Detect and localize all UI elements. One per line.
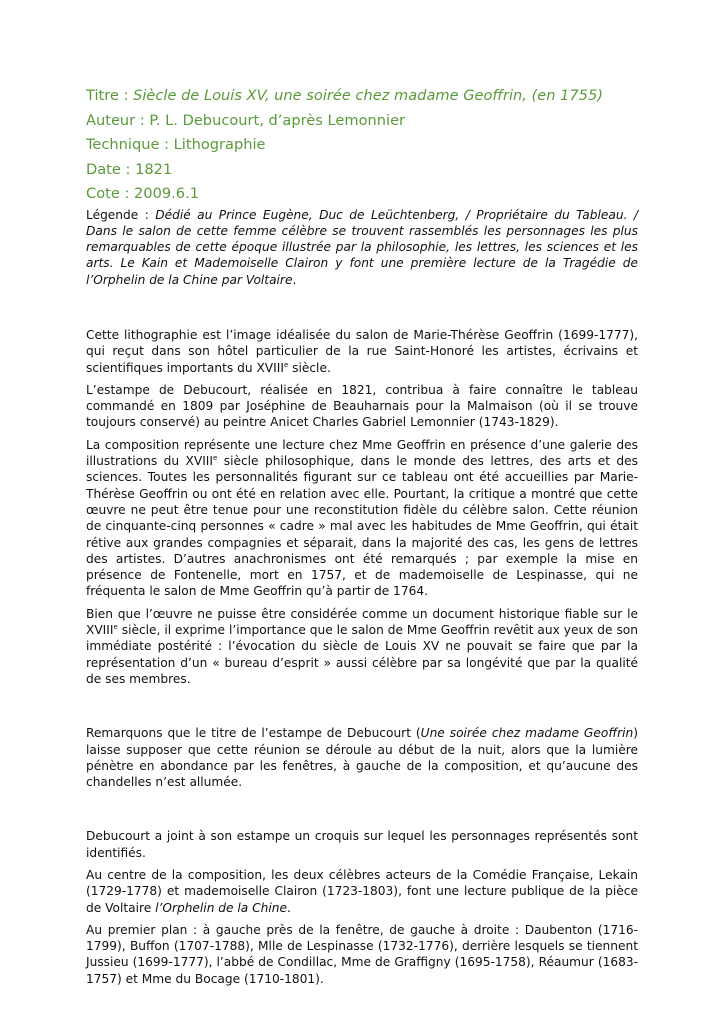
paragraph-text: La composition représente une lecture chez Mme Geoffrin en présence d’une galerie des illustrations du XVIII <box>86 437 638 469</box>
paragraph-italic: l’Orphelin de la Chine <box>155 900 287 915</box>
paragraph-croquis: Debucourt a joint à son estampe un croquis sur lequel les personnages représentés sont identifiés. <box>86 829 638 860</box>
paragraph-composition <box>86 437 638 600</box>
author-line: Auteur : P. L. Debucourt, d’après Lemonnier <box>86 111 406 129</box>
document-page <box>86 84 638 987</box>
paragraph-centre <box>86 867 638 916</box>
paragraph-text: siècle philosophique, dans le monde des lettres, des arts et des sciences. Toutes les personnalités figurant sur ce tableau ont été accueillies par Marie-Thérèse Geoffrin ou ont été en relation avec elle. Pourtant, la critique a montré que cette œuvre ne peut être tenue pour une reconstitution fidèle du célèbre salon. Cette réunion de cinquante-cinq personnes « cadre » mal avec les habitudes de Mme Geoffrin, qui était rétive aux grandes compagnies et séparait, dans la majorité des cas, les gens de lettres des artistes. D’autres anachronismes ont été remarqués ; par exemple la mise en présence de Fontenelle, mort en 1757, et de mademoiselle de Lespinasse, qui ne fréquenta le salon de Mme Geoffrin qu’à partir de 1764. <box>86 454 638 599</box>
paragraph-text: Au centre de la composition, les deux célèbres acteurs de la Comédie Française, Lekain (1729-1778) et mademoiselle Clairon (1723-1803), font une lecture publique de la pièce de Voltaire <box>86 868 638 915</box>
paragraph-italic: Une soirée chez madame Geoffrin <box>420 726 634 741</box>
paragraph-remarque <box>86 725 638 790</box>
paragraph-text: Cette lithographie est l’image idéalisée du salon de Marie-Thérèse Geoffrin (1699-1777), qui reçut dans son hôtel particulier de la rue Saint-Honoré les artistes, écrivains et scientifiques importants du XVIII <box>86 327 638 375</box>
paragraph-text: Remarquons que le titre de l’estampe de Debucourt ( <box>86 726 421 741</box>
title-label: Titre : <box>86 87 134 104</box>
legend-paragraph <box>86 207 638 288</box>
superscript: e <box>212 454 218 463</box>
legend-label: Légende : <box>86 207 156 222</box>
paragraph-text: . <box>286 900 291 915</box>
technique-line: Technique : Lithographie <box>86 136 266 153</box>
legend-text: Dédié au Prince Eugène, Duc de Leüchtenberg, / Propriétaire du Tableau. / Dans le salon de cette femme célèbre se trouvent rassemblés les personnages les plus remarquables de cette époque illustrée par la philosophie, les lettres, les sciences et les arts. Le Kain et Mademoiselle Clairon y font une première lecture de la Tragédie de l’Orphelin de la Chine par Voltaire <box>86 207 638 287</box>
paragraph-premier-plan: Au premier plan : à gauche près de la fenêtre, de gauche à droite : Daubenton (1716-1799), Buffon (1707-1788), Mlle de Lespinasse (1732-1776), derrière lesquels se tiennent Jussieu (1699-1777), l’abbé de Condillac, Mme de Graffigny (1695-1758), Réaumur (1683-1757) et Mme du Bocage (1710-1801). <box>86 922 638 986</box>
superscript: e <box>283 360 289 369</box>
paragraph-text: ) laisse supposer que cette réunion se déroule au début de la nuit, alors que la lumière pénètre en abondance par les fenêtres, à gauche de la composition, et qu’aucune des chandelles n’est allumée. <box>86 726 639 790</box>
legend-end: . <box>292 272 297 287</box>
paragraph-estampe: L’estampe de Debucourt, réalisée en 1821, contribua à faire connaître le tableau commandé en 1809 par Joséphine de Beauharnais pour la Malmaison (où il se trouve toujours conservé) au peintre Anicet Charles Gabriel Lemonnier (1743-1829). <box>86 382 638 430</box>
cote-line: Cote : 2009.6.1 <box>86 185 200 202</box>
paragraph-text: siècle, il exprime l’importance que le salon de Mme Geoffrin revêtit aux yeux de son immédiate postérité : l’évocation du siècle de Louis XV ne pouvait se faire que par la représentation d’un « bureau d’esprit » aussi célèbre par sa longévité que par la qualité de ses membres. <box>86 623 638 686</box>
paragraph-text: Bien que l’œuvre ne puisse être considérée comme un document historique fiable sur le XVIII <box>86 606 638 638</box>
title-value: Siècle de Louis XV, une soirée chez madame Geoffrin, (en 1755) <box>133 87 603 104</box>
superscript: e <box>113 623 118 632</box>
paragraph-intro <box>86 327 638 376</box>
title-line <box>86 84 638 109</box>
date-line: Date : 1821 <box>86 160 173 178</box>
paragraph-importance <box>86 606 638 687</box>
paragraph-text: siècle. <box>288 360 331 375</box>
